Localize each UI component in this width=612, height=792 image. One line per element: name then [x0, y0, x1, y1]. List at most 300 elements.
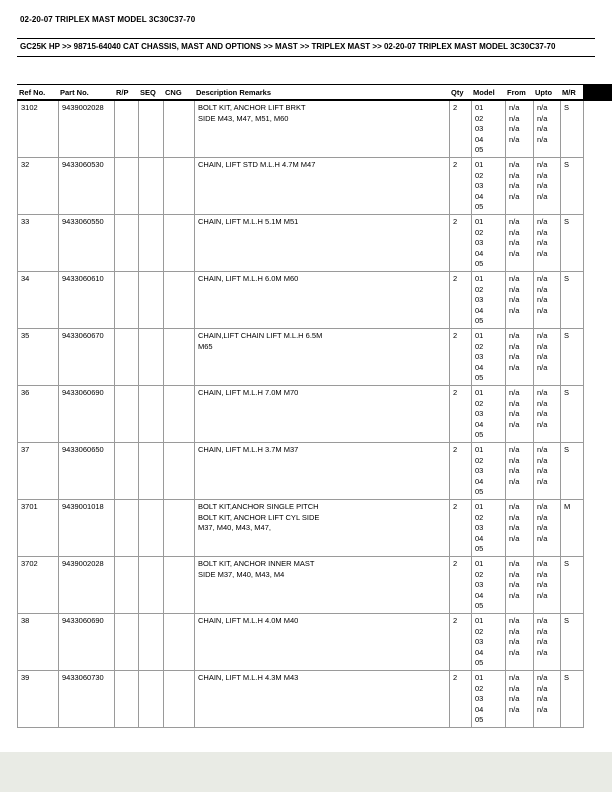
upto-value: n/a: [537, 523, 548, 533]
from-value: n/a: [509, 341, 520, 351]
from-value: n/a: [509, 113, 520, 123]
upto-value: n/a: [537, 533, 548, 543]
seq-cell: [139, 500, 164, 556]
from-value: n/a: [509, 181, 520, 191]
from-cell: [506, 272, 534, 328]
qty-cell: 2: [450, 386, 472, 442]
page-bottom-band: [0, 752, 612, 792]
upto-value: n/a: [537, 134, 548, 144]
from-value: n/a: [509, 170, 520, 180]
mr-cell: S: [561, 614, 584, 670]
upto-value: n/a: [537, 694, 548, 704]
ref-no-cell: 3701: [18, 500, 59, 556]
upto-value: n/a: [537, 295, 548, 305]
upto-cell: [534, 272, 561, 328]
upto-value: n/a: [537, 616, 548, 625]
parts-table: [17, 84, 612, 728]
from-value: n/a: [509, 388, 520, 397]
upto-value: n/a: [537, 305, 548, 315]
upto-value: n/a: [537, 160, 548, 169]
description-cell: [195, 272, 450, 328]
breadcrumb: [17, 38, 595, 57]
model-value: 03: [475, 466, 484, 476]
model-value: 05: [475, 202, 484, 212]
header-end-block: [583, 85, 612, 99]
table-row: [18, 500, 584, 557]
model-cell: [472, 272, 506, 328]
mr-cell: S: [561, 671, 584, 727]
model-value: 05: [475, 658, 484, 668]
upto-value: n/a: [537, 341, 548, 351]
description-line: CHAIN, LIFT M.L.H 6.0M M60: [198, 274, 299, 283]
mr-cell: S: [561, 158, 584, 214]
description-cell: [195, 329, 450, 385]
upto-value: n/a: [537, 248, 548, 258]
model-value: 05: [475, 544, 484, 554]
upto-cell: [534, 614, 561, 670]
ref-no-cell: 32: [18, 158, 59, 214]
cng-cell: [164, 500, 195, 556]
table-header-row: [17, 84, 612, 101]
model-value: 03: [475, 409, 484, 419]
cng-cell: [164, 557, 195, 613]
description-line: CHAIN, LIFT M.L.H 4.3M M43: [198, 673, 299, 682]
upto-value: n/a: [537, 284, 548, 294]
model-value: 05: [475, 145, 484, 155]
model-value: 04: [475, 419, 484, 429]
description-cell: [195, 101, 450, 157]
column-header-part-no: Part No.: [60, 88, 89, 97]
model-value: 05: [475, 487, 484, 497]
seq-cell: [139, 443, 164, 499]
model-value: 02: [475, 626, 484, 636]
table-row: [18, 443, 584, 500]
upto-value: n/a: [537, 476, 548, 486]
model-value: 01: [475, 559, 484, 568]
description-cell: [195, 671, 450, 727]
mr-cell: S: [561, 557, 584, 613]
upto-value: n/a: [537, 683, 548, 693]
model-cell: [472, 215, 506, 271]
cng-cell: [164, 443, 195, 499]
model-value: 01: [475, 331, 484, 340]
from-value: n/a: [509, 466, 520, 476]
model-value: 04: [475, 533, 484, 543]
from-cell: [506, 386, 534, 442]
model-value: 05: [475, 259, 484, 269]
upto-value: n/a: [537, 274, 548, 283]
cng-cell: [164, 329, 195, 385]
model-value: 02: [475, 455, 484, 465]
from-value: n/a: [509, 590, 520, 600]
model-value: 05: [475, 316, 484, 326]
upto-value: n/a: [537, 217, 548, 226]
upto-value: n/a: [537, 466, 548, 476]
model-cell: [472, 101, 506, 157]
upto-value: n/a: [537, 559, 548, 568]
rp-cell: [115, 101, 139, 157]
model-value: 03: [475, 295, 484, 305]
from-value: n/a: [509, 647, 520, 657]
upto-cell: [534, 557, 561, 613]
part-no-cell: 9433060690: [59, 614, 115, 670]
model-value: 01: [475, 616, 484, 625]
description-line: SIDE M37, M40, M43, M4: [198, 569, 285, 579]
upto-value: n/a: [537, 704, 548, 714]
upto-value: n/a: [537, 455, 548, 465]
cng-cell: [164, 272, 195, 328]
cng-cell: [164, 158, 195, 214]
rp-cell: [115, 614, 139, 670]
description-line: M65: [198, 341, 213, 351]
model-value: 04: [475, 362, 484, 372]
mr-cell: S: [561, 443, 584, 499]
seq-cell: [139, 158, 164, 214]
qty-cell: 2: [450, 329, 472, 385]
model-cell: [472, 614, 506, 670]
from-cell: [506, 101, 534, 157]
ref-no-cell: 39: [18, 671, 59, 727]
seq-cell: [139, 386, 164, 442]
qty-cell: 2: [450, 500, 472, 556]
model-value: 01: [475, 103, 484, 112]
from-value: n/a: [509, 523, 520, 533]
ref-no-cell: 3102: [18, 101, 59, 157]
part-no-cell: 9439002028: [59, 557, 115, 613]
ref-no-cell: 36: [18, 386, 59, 442]
from-cell: [506, 215, 534, 271]
from-value: n/a: [509, 445, 520, 454]
from-value: n/a: [509, 217, 520, 226]
model-value: 04: [475, 248, 484, 258]
cng-cell: [164, 215, 195, 271]
part-no-cell: 9433060730: [59, 671, 115, 727]
table-row: [18, 329, 584, 386]
part-no-cell: 9433060650: [59, 443, 115, 499]
model-value: 02: [475, 512, 484, 522]
from-value: n/a: [509, 238, 520, 248]
mr-cell: S: [561, 329, 584, 385]
qty-cell: 2: [450, 557, 472, 613]
from-value: n/a: [509, 103, 520, 112]
model-value: 02: [475, 569, 484, 579]
description-line: BOLT KIT, ANCHOR LIFT BRKT: [198, 103, 306, 112]
seq-cell: [139, 671, 164, 727]
model-value: 04: [475, 305, 484, 315]
from-cell: [506, 671, 534, 727]
model-value: 03: [475, 352, 484, 362]
seq-cell: [139, 215, 164, 271]
column-header-rp: R/P: [116, 88, 129, 97]
description-cell: [195, 386, 450, 442]
model-cell: [472, 500, 506, 556]
upto-value: n/a: [537, 419, 548, 429]
rp-cell: [115, 215, 139, 271]
model-value: 01: [475, 502, 484, 511]
from-value: n/a: [509, 704, 520, 714]
description-line: BOLT KIT, ANCHOR LIFT CYL SIDE: [198, 512, 320, 522]
rp-cell: [115, 443, 139, 499]
mr-cell: S: [561, 101, 584, 157]
table-row: [18, 386, 584, 443]
mr-cell: S: [561, 272, 584, 328]
description-line: CHAIN, LIFT M.L.H 3.7M M37: [198, 445, 299, 454]
model-value: 02: [475, 683, 484, 693]
upto-cell: [534, 386, 561, 442]
upto-cell: [534, 215, 561, 271]
model-value: 01: [475, 274, 484, 283]
from-value: n/a: [509, 533, 520, 543]
qty-cell: 2: [450, 101, 472, 157]
upto-value: n/a: [537, 512, 548, 522]
upto-value: n/a: [537, 637, 548, 647]
upto-cell: [534, 443, 561, 499]
qty-cell: 2: [450, 614, 472, 670]
upto-value: n/a: [537, 352, 548, 362]
model-value: 03: [475, 523, 484, 533]
model-value: 02: [475, 341, 484, 351]
upto-value: n/a: [537, 398, 548, 408]
part-no-cell: 9433060550: [59, 215, 115, 271]
qty-cell: 2: [450, 272, 472, 328]
from-value: n/a: [509, 559, 520, 568]
column-header-cng: CNG: [165, 88, 182, 97]
upto-cell: [534, 329, 561, 385]
model-value: 01: [475, 160, 484, 169]
from-value: n/a: [509, 331, 520, 340]
model-value: 03: [475, 637, 484, 647]
upto-value: n/a: [537, 362, 548, 372]
part-no-cell: 9433060670: [59, 329, 115, 385]
model-cell: [472, 158, 506, 214]
description-line: SIDE M43, M47, M51, M60: [198, 113, 289, 123]
upto-value: n/a: [537, 673, 548, 682]
model-cell: [472, 386, 506, 442]
upto-value: n/a: [537, 238, 548, 248]
column-header-seq: SEQ: [140, 88, 156, 97]
part-no-cell: 9439001018: [59, 500, 115, 556]
model-value: 01: [475, 217, 484, 226]
model-value: 01: [475, 388, 484, 397]
upto-value: n/a: [537, 626, 548, 636]
model-value: 04: [475, 476, 484, 486]
qty-cell: 2: [450, 671, 472, 727]
model-value: 04: [475, 134, 484, 144]
table-row: [18, 557, 584, 614]
upto-value: n/a: [537, 113, 548, 123]
model-value: 05: [475, 601, 484, 611]
mr-cell: S: [561, 386, 584, 442]
model-value: 04: [475, 647, 484, 657]
upto-value: n/a: [537, 181, 548, 191]
ref-no-cell: 3702: [18, 557, 59, 613]
from-value: n/a: [509, 398, 520, 408]
from-value: n/a: [509, 419, 520, 429]
description-line: CHAIN, LIFT M.L.H 7.0M M70: [198, 388, 299, 397]
model-value: 05: [475, 373, 484, 383]
ref-no-cell: 34: [18, 272, 59, 328]
from-value: n/a: [509, 284, 520, 294]
from-value: n/a: [509, 569, 520, 579]
model-value: 02: [475, 284, 484, 294]
description-cell: [195, 500, 450, 556]
description-cell: [195, 443, 450, 499]
model-cell: [472, 671, 506, 727]
table-row: [18, 101, 584, 158]
part-no-cell: 9433060690: [59, 386, 115, 442]
part-no-cell: 9439002028: [59, 101, 115, 157]
model-value: 03: [475, 181, 484, 191]
from-cell: [506, 443, 534, 499]
from-value: n/a: [509, 694, 520, 704]
ref-no-cell: 35: [18, 329, 59, 385]
from-value: n/a: [509, 409, 520, 419]
rp-cell: [115, 329, 139, 385]
from-cell: [506, 614, 534, 670]
upto-value: n/a: [537, 170, 548, 180]
from-value: n/a: [509, 124, 520, 134]
from-value: n/a: [509, 352, 520, 362]
qty-cell: 2: [450, 443, 472, 499]
table-row: [18, 272, 584, 329]
upto-value: n/a: [537, 409, 548, 419]
table-row: [18, 215, 584, 272]
mr-cell: S: [561, 215, 584, 271]
upto-value: n/a: [537, 502, 548, 511]
model-value: 02: [475, 398, 484, 408]
from-value: n/a: [509, 476, 520, 486]
page-title: 02-20-07 TRIPLEX MAST MODEL 3C30C37-70: [20, 15, 196, 24]
rp-cell: [115, 500, 139, 556]
rp-cell: [115, 386, 139, 442]
upto-value: n/a: [537, 191, 548, 201]
model-value: 04: [475, 191, 484, 201]
table-body: [17, 101, 584, 728]
model-value: 02: [475, 227, 484, 237]
model-cell: [472, 557, 506, 613]
cng-cell: [164, 671, 195, 727]
from-cell: [506, 329, 534, 385]
upto-value: n/a: [537, 227, 548, 237]
mr-cell: M: [561, 500, 584, 556]
description-line: M37, M40, M43, M47,: [198, 523, 271, 533]
part-no-cell: 9433060610: [59, 272, 115, 328]
description-line: CHAIN,LIFT CHAIN LIFT M.L.H 6.5M: [198, 331, 323, 340]
from-value: n/a: [509, 673, 520, 682]
cng-cell: [164, 614, 195, 670]
model-value: 04: [475, 704, 484, 714]
model-cell: [472, 329, 506, 385]
upto-cell: [534, 101, 561, 157]
upto-value: n/a: [537, 580, 548, 590]
from-value: n/a: [509, 616, 520, 625]
cng-cell: [164, 101, 195, 157]
from-value: n/a: [509, 295, 520, 305]
cng-cell: [164, 386, 195, 442]
from-value: n/a: [509, 305, 520, 315]
column-header-mr: M/R: [562, 88, 576, 97]
qty-cell: 2: [450, 158, 472, 214]
qty-cell: 2: [450, 215, 472, 271]
description-cell: [195, 158, 450, 214]
from-value: n/a: [509, 512, 520, 522]
description-cell: [195, 215, 450, 271]
ref-no-cell: 38: [18, 614, 59, 670]
from-value: n/a: [509, 502, 520, 511]
rp-cell: [115, 272, 139, 328]
table-row: [18, 158, 584, 215]
upto-value: n/a: [537, 103, 548, 112]
from-value: n/a: [509, 227, 520, 237]
from-value: n/a: [509, 248, 520, 258]
column-header-upto: Upto: [535, 88, 553, 97]
column-header-ref-no: Ref No.: [19, 88, 46, 97]
column-header-model: Model: [473, 88, 495, 97]
upto-value: n/a: [537, 590, 548, 600]
seq-cell: [139, 614, 164, 670]
seq-cell: [139, 557, 164, 613]
upto-cell: [534, 158, 561, 214]
model-value: 03: [475, 580, 484, 590]
seq-cell: [139, 272, 164, 328]
description-cell: [195, 614, 450, 670]
part-no-cell: 9433060530: [59, 158, 115, 214]
upto-value: n/a: [537, 445, 548, 454]
upto-cell: [534, 671, 561, 727]
upto-value: n/a: [537, 569, 548, 579]
ref-no-cell: 33: [18, 215, 59, 271]
column-header-qty: Qty: [451, 88, 464, 97]
upto-value: n/a: [537, 388, 548, 397]
model-value: 05: [475, 715, 484, 725]
model-value: 03: [475, 124, 484, 134]
model-value: 01: [475, 673, 484, 682]
from-cell: [506, 500, 534, 556]
ref-no-cell: 37: [18, 443, 59, 499]
table-row: [18, 671, 584, 728]
model-value: 05: [475, 430, 484, 440]
model-value: 02: [475, 170, 484, 180]
description-cell: [195, 557, 450, 613]
upto-value: n/a: [537, 647, 548, 657]
from-value: n/a: [509, 274, 520, 283]
description-line: CHAIN, LIFT M.L.H 4.0M M40: [198, 616, 299, 625]
upto-value: n/a: [537, 124, 548, 134]
from-value: n/a: [509, 637, 520, 647]
column-header-from: From: [507, 88, 526, 97]
model-value: 01: [475, 445, 484, 454]
from-value: n/a: [509, 362, 520, 372]
rp-cell: [115, 671, 139, 727]
seq-cell: [139, 101, 164, 157]
from-cell: [506, 158, 534, 214]
from-value: n/a: [509, 134, 520, 144]
description-line: BOLT KIT,ANCHOR SINGLE PITCH: [198, 502, 319, 511]
model-value: 02: [475, 113, 484, 123]
from-value: n/a: [509, 580, 520, 590]
from-value: n/a: [509, 191, 520, 201]
from-value: n/a: [509, 683, 520, 693]
from-value: n/a: [509, 160, 520, 169]
table-row: [18, 614, 584, 671]
breadcrumb-text: GC25K HP >> 98715-64040 CAT CHASSIS, MAST AND OPTIONS >> MAST >> TRIPLEX MAST >> 02-20-07 TRIPLEX MAST MODEL 3C30C37-70: [20, 42, 556, 51]
model-value: 03: [475, 238, 484, 248]
model-cell: [472, 443, 506, 499]
model-value: 03: [475, 694, 484, 704]
seq-cell: [139, 329, 164, 385]
from-cell: [506, 557, 534, 613]
upto-cell: [534, 500, 561, 556]
